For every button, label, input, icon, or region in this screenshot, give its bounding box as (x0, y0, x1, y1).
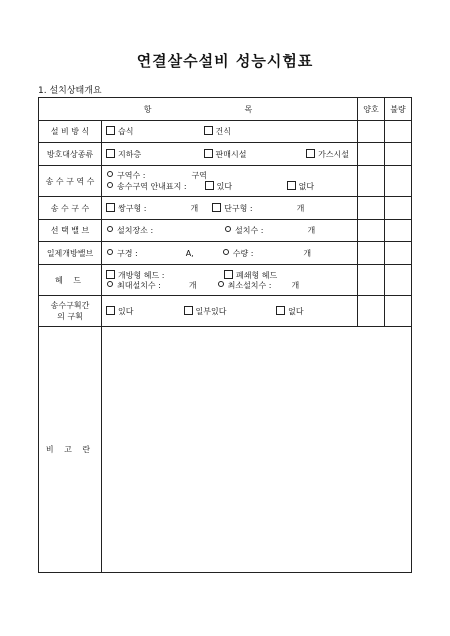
pass-cell[interactable] (358, 242, 385, 265)
option-label: 건식 (215, 127, 232, 136)
header-col1: 항 (143, 104, 152, 114)
row-release-valve (39, 242, 412, 265)
row-label (39, 265, 102, 296)
row-label-line1: 송수구획간 (50, 301, 90, 310)
header-col2: 목 (244, 104, 253, 114)
checkbox[interactable] (224, 270, 233, 279)
row-protect (39, 143, 412, 166)
option-label: 가스시설 (318, 149, 350, 159)
row-label-line2: 의 구획 (57, 312, 83, 321)
field-label: 최소설치수 : (227, 280, 272, 290)
field-label: 설치수 : (235, 226, 264, 235)
row-label: 송 수 구 수 (39, 197, 102, 220)
pass-cell[interactable] (358, 143, 385, 166)
row-head (39, 265, 412, 296)
pass-cell[interactable] (358, 296, 385, 327)
option-label: 습식 (118, 127, 134, 136)
option-label: 쌍구형 : (118, 203, 147, 213)
row-label: 설 비 방 식 (39, 121, 102, 143)
row-label (39, 296, 102, 327)
checkbox[interactable] (204, 126, 213, 135)
field-label: 구경 : (117, 248, 138, 258)
remarks-field[interactable] (102, 327, 412, 573)
checkbox[interactable] (287, 181, 296, 190)
row-label-text: 비 고 란 (45, 445, 95, 454)
field-label: 최대설치수 : (117, 280, 161, 290)
unit-label: A, (185, 248, 194, 258)
fail-cell[interactable] (385, 265, 412, 296)
header-item-cell (39, 98, 358, 121)
option-label: 폐쇄형 헤드 (236, 270, 278, 280)
row-label: 송 수 구 역 수 (39, 166, 102, 197)
bullet-icon (107, 249, 113, 255)
fail-cell[interactable] (385, 166, 412, 197)
row-label: 일제개방밸브 (39, 242, 102, 265)
option-label: 없다 (298, 181, 315, 191)
option-label: 지하층 (118, 149, 142, 159)
checkbox[interactable] (184, 306, 193, 315)
checkbox[interactable] (106, 306, 115, 315)
pass-cell[interactable] (358, 265, 385, 296)
unit-label: 개 (303, 248, 312, 258)
field-label: 설치장소 : (117, 226, 154, 235)
unit-label: 개 (190, 203, 199, 213)
row-label: 선 택 밸 브 (39, 220, 102, 242)
field-label: 구역수 : (117, 170, 146, 180)
row-remarks (39, 327, 412, 573)
unit-label: 개 (188, 280, 197, 290)
bullet-icon (218, 281, 224, 287)
unit-label: 구역 (191, 170, 207, 180)
field-label: 수량 : (232, 248, 254, 258)
unit-label: 개 (291, 280, 300, 290)
bullet-icon (107, 171, 113, 177)
page-title: 연결살수설비 성능시험표 (136, 52, 314, 70)
bullet-icon (223, 249, 229, 255)
unit-label: 개 (307, 226, 316, 235)
checkbox[interactable] (106, 126, 115, 135)
option-label: 판매시설 (215, 149, 247, 159)
unit-label: 개 (296, 203, 305, 213)
header-fail: 불량 (385, 98, 412, 121)
pass-cell[interactable] (358, 197, 385, 220)
bullet-icon (225, 226, 231, 232)
performance-test-table (38, 97, 412, 573)
checkbox[interactable] (106, 270, 115, 279)
fail-cell[interactable] (385, 121, 412, 143)
pass-cell[interactable] (358, 121, 385, 143)
section-heading: 1. 설치상태개요 (38, 86, 102, 96)
checkbox[interactable] (276, 306, 285, 315)
checkbox[interactable] (306, 149, 315, 158)
row-valve (39, 220, 412, 242)
option-label: 있다 (216, 181, 233, 191)
checkbox[interactable] (204, 149, 213, 158)
bullet-icon (107, 281, 113, 287)
option-label: 없다 (288, 306, 304, 316)
checkbox[interactable] (212, 203, 221, 212)
field-label: 송수구역 안내표지 : (117, 181, 187, 191)
row-partition (39, 296, 412, 327)
header-pass: 양호 (358, 98, 385, 121)
fail-cell[interactable] (385, 197, 412, 220)
checkbox[interactable] (106, 149, 115, 158)
option-label: 개방형 헤드 : (118, 270, 165, 280)
row-inlets (39, 197, 412, 220)
fail-cell[interactable] (385, 143, 412, 166)
fail-cell[interactable] (385, 242, 412, 265)
checkbox[interactable] (205, 181, 214, 190)
row-zones (39, 166, 412, 197)
bullet-icon (107, 182, 113, 188)
option-label: 일부있다 (195, 306, 227, 316)
bullet-icon (107, 226, 113, 232)
row-label (39, 327, 102, 573)
row-method (39, 121, 412, 143)
option-label: 단구형 : (224, 203, 253, 213)
fail-cell[interactable] (385, 220, 412, 242)
pass-cell[interactable] (358, 220, 385, 242)
row-label-text: 헤 드 (55, 275, 85, 285)
table-header-row (39, 98, 412, 121)
option-label: 있다 (118, 306, 134, 316)
row-label: 방호대상종류 (39, 143, 102, 166)
checkbox[interactable] (106, 203, 115, 212)
fail-cell[interactable] (385, 296, 412, 327)
pass-cell[interactable] (358, 166, 385, 197)
